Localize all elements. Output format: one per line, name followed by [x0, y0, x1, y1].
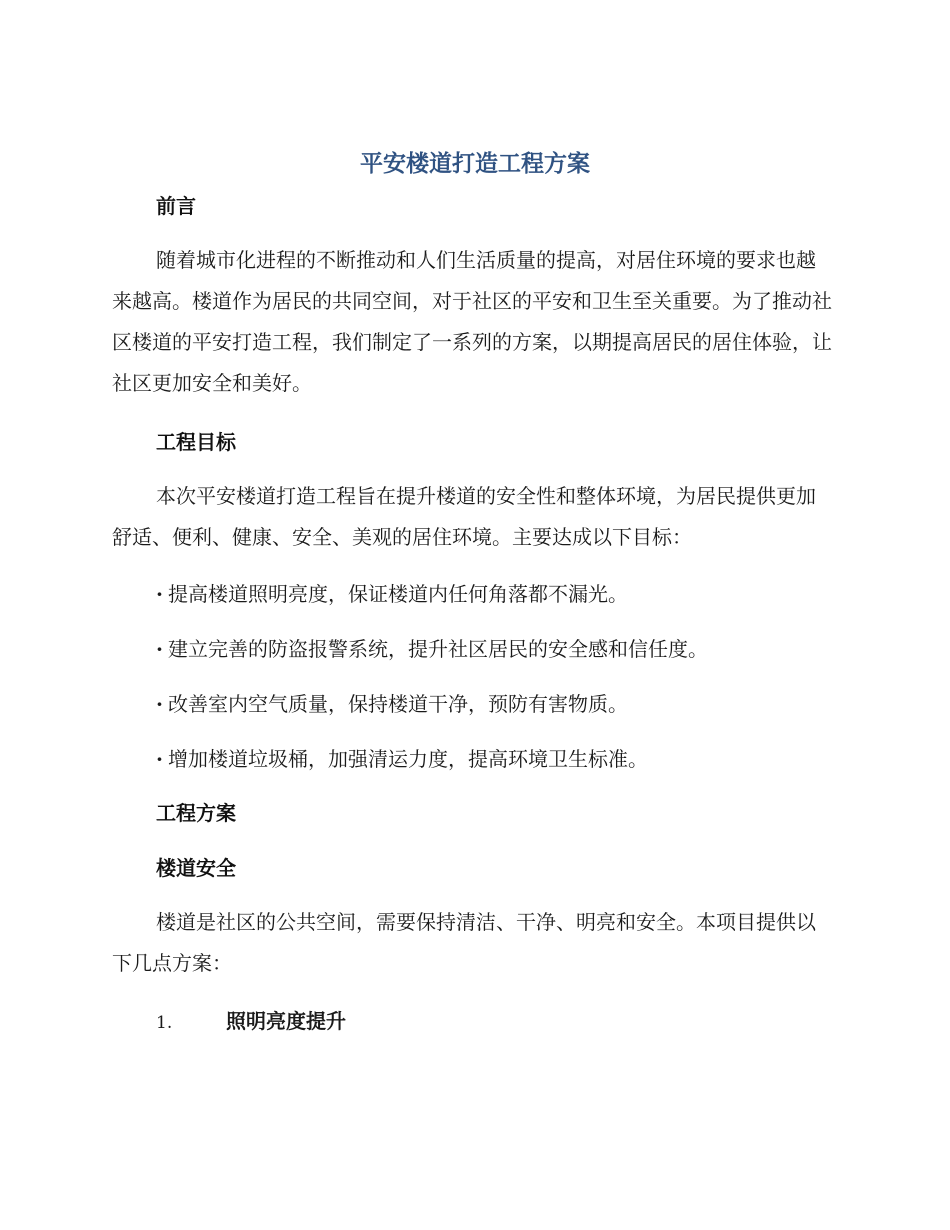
bullet-dot: · — [156, 582, 163, 606]
bullet-dot: · — [156, 637, 163, 661]
bullet-dot: · — [156, 747, 163, 771]
bullet-text: 改善室内空气质量，保持楼道干净，预防有害物质。 — [168, 692, 628, 716]
heading-goals: 工程目标 — [156, 430, 236, 454]
numbered-item — [156, 1006, 346, 1038]
bullet-text: 增加楼道垃圾桶，加强清运力度，提高环境卫生标准。 — [168, 747, 648, 771]
heading-preface: 前言 — [156, 194, 196, 218]
paragraph-preface: 随着城市化进程的不断推动和人们生活质量的提高，对居住环境的要求也越来越高。楼道作为居民的共同空间，对于社区的平安和卫生至关重要。为了推动社区楼道的平安打造工程，我们制定了一系列的方案，以期提高居民的居住体验，让社区更加安全和美好。 — [112, 248, 832, 395]
bullet-text: 提高楼道照明亮度，保证楼道内任何角落都不漏光。 — [168, 582, 628, 606]
bullet-item — [156, 634, 708, 664]
bullet-text: 建立完善的防盗报警系统，提升社区居民的安全感和信任度。 — [168, 637, 708, 661]
bullet-dot: · — [156, 692, 163, 716]
document-title: 平安楼道打造工程方案 — [360, 151, 590, 177]
paragraph-goals: 本次平安楼道打造工程旨在提升楼道的安全性和整体环境，为居民提供更加舒适、便利、健康、安全、美观的居住环境。主要达成以下目标： — [112, 484, 816, 549]
subheading-corridor-safety: 楼道安全 — [156, 856, 236, 880]
bullet-item — [156, 744, 648, 774]
paragraph-plan: 楼道是社区的公共空间，需要保持清洁、干净、明亮和安全。本项目提供以下几点方案： — [112, 910, 816, 975]
heading-plan: 工程方案 — [156, 801, 236, 825]
bullet-item — [156, 689, 628, 719]
numbered-item-label: 照明亮度提升 — [226, 1009, 346, 1033]
numbered-item-number: 1. — [156, 1013, 173, 1033]
bullet-item — [156, 579, 628, 609]
